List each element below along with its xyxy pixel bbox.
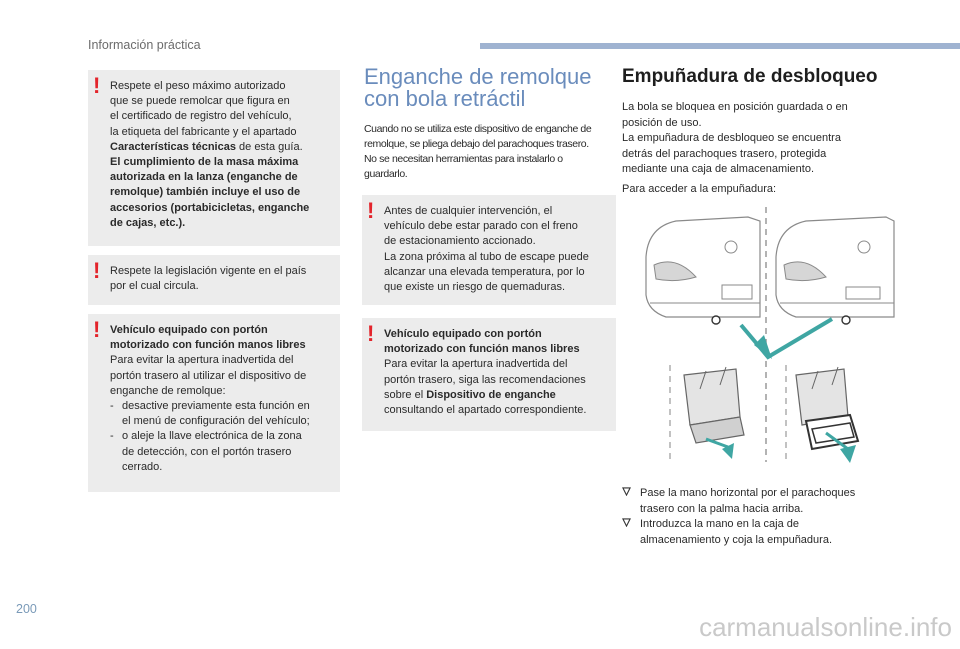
section-title-unlock-handle: Empuñadura de desbloqueo — [622, 66, 878, 87]
text-line: Para evitar la apertura inadvertida del — [110, 354, 294, 367]
bold-line: accesorios (portabicicletas, enganche — [110, 201, 310, 214]
paragraph-ball-lock — [622, 100, 892, 178]
text-line: almacenamiento y coja la empuñadura. — [640, 533, 833, 546]
section-title-tow-hitch — [364, 66, 592, 110]
triangle-bullet-icon — [622, 487, 631, 496]
text-line: mediante una caja de almacenamiento. — [622, 163, 815, 175]
text-line-bold — [384, 342, 610, 357]
warning-box-tailgate — [88, 314, 340, 492]
text-line: desactive previamente esta función en — [122, 400, 310, 413]
title-line: Enganche de remolque — [364, 64, 592, 89]
header-bar — [480, 43, 960, 49]
page-number: 200 — [16, 602, 37, 616]
bold-line: de cajas, etc.). — [110, 216, 186, 229]
text-line-bold — [110, 323, 334, 338]
text-line: el menú de configuración del vehículo; — [122, 415, 310, 428]
text-line: la etiqueta del fabricante y el apartado — [110, 125, 297, 138]
warning-icon: ! — [93, 73, 101, 98]
bold-line: autorizada en la lanza (enganche de — [110, 171, 298, 184]
text-line-bold — [110, 338, 334, 353]
text-line-bold — [110, 201, 334, 216]
text-line-bold — [110, 216, 334, 231]
text-line: que existe un riesgo de quemaduras. — [384, 281, 566, 294]
text-line: por el cual circula. — [110, 280, 199, 293]
text-line: La empuñadura de desbloqueo se encuentra — [622, 132, 841, 144]
watermark: carmanualsonline.info — [699, 612, 952, 642]
unlock-handle-illustration — [636, 207, 896, 485]
warning-icon: ! — [367, 198, 375, 223]
steps-list — [622, 486, 897, 548]
text-line: consultando el apartado correspondiente. — [384, 404, 587, 417]
warning-icon: ! — [93, 317, 101, 342]
text-span: de esta guía. — [235, 140, 303, 153]
bold-line: Vehículo equipado con portón — [110, 324, 268, 336]
text-line: Respete el peso máximo autorizado — [110, 80, 286, 92]
text-line — [110, 140, 334, 155]
warning-box-burn-risk — [362, 195, 616, 305]
text-line — [384, 388, 610, 403]
text-line: el certificado de registro del vehículo, — [110, 110, 292, 123]
text-span: sobre el — [384, 388, 427, 401]
text-line: portón trasero, siga las recomendaciones — [384, 373, 586, 386]
bold-line: motorizado con función manos libres — [110, 339, 306, 352]
text-line: de detección, con el portón trasero — [122, 445, 292, 458]
text-line-bold — [110, 155, 334, 170]
text-line: vehículo debe estar parado con el freno — [384, 220, 578, 233]
dash-list-item — [110, 399, 334, 429]
text-line: remolque, se pliega debajo del parachoques trasero. — [364, 138, 589, 150]
warning-box-legislation — [88, 255, 340, 305]
text-line: Cuando no se utiliza este dispositivo de enganche de — [364, 123, 592, 135]
dash-list-item — [110, 429, 334, 475]
step-item — [622, 486, 897, 517]
text-line-bold — [110, 170, 334, 185]
text-line: Respete la legislación vigente en el país — [110, 265, 307, 277]
text-line: guardarlo. — [364, 168, 408, 180]
text-line: Introduzca la mano en la caja de — [640, 518, 799, 530]
warning-box-tailgate-2 — [362, 318, 616, 431]
text-line: No se necesitan herramientas para instalarlo o — [364, 153, 563, 165]
bold-term: Características técnicas — [110, 140, 236, 153]
running-header: Información práctica — [88, 38, 201, 52]
text-line: Pase la mano horizontal por el parachoques — [640, 487, 856, 499]
car-rear-diagram — [636, 207, 896, 485]
bold-line: remolque) también incluye el uso de — [110, 186, 301, 199]
warning-box-max-weight — [88, 70, 340, 246]
text-line: trasero con la palma hacia arriba. — [640, 502, 804, 515]
text-line-bold — [110, 185, 334, 200]
text-line: La bola se bloquea en posición guardada o en — [622, 101, 848, 113]
text-line: detrás del parachoques trasero, protegida — [622, 147, 827, 160]
paragraph-access: Para acceder a la empuñadura: — [622, 183, 777, 195]
text-line: cerrado. — [122, 460, 163, 473]
text-line: enganche de remolque: — [110, 384, 226, 397]
warning-icon: ! — [93, 258, 101, 283]
intro-paragraph — [364, 122, 616, 182]
bold-term: Dispositivo de enganche — [426, 388, 556, 401]
text-line: alcanzar una elevada temperatura, por lo — [384, 265, 585, 278]
bold-line: El cumplimiento de la masa máxima — [110, 156, 299, 169]
text-line: portón trasero al utilizar el dispositivo de — [110, 369, 307, 382]
warning-icon: ! — [367, 321, 375, 346]
step-item — [622, 517, 897, 548]
text-line: Antes de cualquier intervención, el — [384, 205, 553, 217]
bold-line: motorizado con función manos libres — [384, 343, 580, 356]
bold-line: Vehículo equipado con portón — [384, 328, 542, 340]
text-line-bold — [384, 327, 610, 342]
text-line: posición de uso. — [622, 116, 702, 129]
text-line: o aleje la llave electrónica de la zona — [122, 430, 302, 443]
triangle-bullet-icon — [622, 518, 631, 527]
text-line: Para evitar la apertura inadvertida del — [384, 358, 568, 371]
dash-marker: - — [110, 430, 114, 443]
text-line: de estacionamiento accionado. — [384, 235, 536, 248]
title-line: con bola retráctil — [364, 86, 526, 111]
text-line: que se puede remolcar que figura en — [110, 95, 290, 108]
text-line: La zona próxima al tubo de escape puede — [384, 250, 589, 263]
dash-marker: - — [110, 400, 114, 413]
